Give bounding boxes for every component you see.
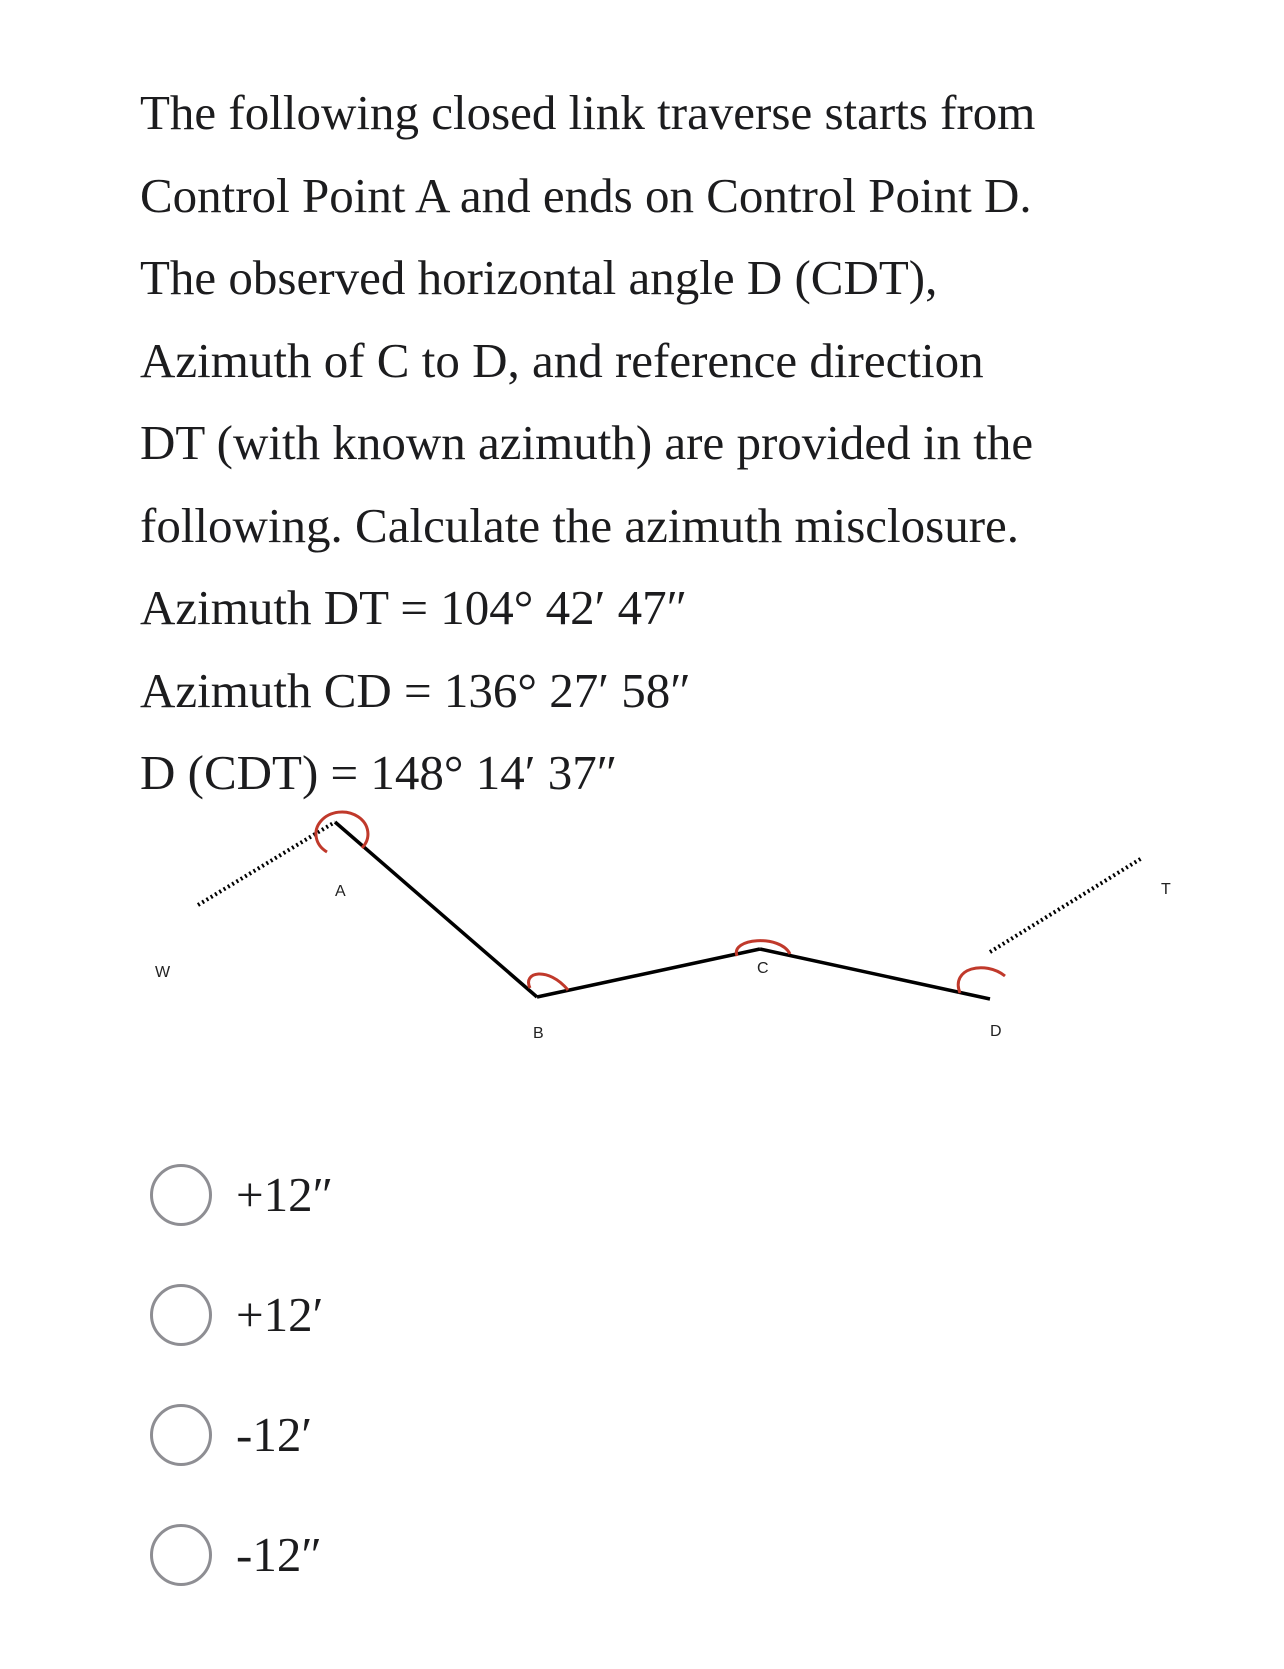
angle-arc-d (958, 968, 1005, 993)
question-line: Control Point A and ends on Control Point D. (140, 167, 1032, 223)
traverse-diagram (0, 800, 1284, 1060)
question-line: The observed horizontal angle D (CDT), (140, 250, 938, 305)
angle-arc-b (529, 974, 568, 990)
point-label-a: A (335, 883, 346, 900)
question-line: following. Calculate the azimuth misclosure. (140, 497, 1020, 553)
reference-line-dt (990, 858, 1142, 952)
traverse-line-cd (760, 949, 990, 999)
question-text (140, 72, 1220, 815)
question-prompt (140, 72, 1220, 567)
given-angle-d: D (CDT) = 148° 14′ 37″ (140, 745, 618, 800)
question-line: DT (with known azimuth) are provided in the (140, 415, 1034, 470)
traverse-line-ab (335, 822, 537, 997)
point-label-t: T (1161, 881, 1171, 898)
answer-option-3[interactable] (150, 1400, 333, 1470)
radio-button[interactable] (150, 1524, 212, 1586)
radio-button[interactable] (150, 1404, 212, 1466)
point-label-c: C (757, 960, 769, 977)
point-label-d: D (990, 1023, 1002, 1040)
radio-button[interactable] (150, 1284, 212, 1346)
question-line: Azimuth of C to D, and reference direction (140, 332, 984, 388)
answer-option-label: +12″ (236, 1167, 334, 1222)
answer-option-label: -12′ (236, 1407, 313, 1462)
answer-option-4[interactable] (150, 1520, 333, 1590)
given-azimuth-cd: Azimuth CD = 136° 27′ 58″ (140, 662, 691, 718)
answer-options (150, 1160, 333, 1640)
answer-option-2[interactable] (150, 1280, 333, 1350)
answer-option-1[interactable] (150, 1160, 333, 1230)
answer-option-label: -12″ (236, 1527, 322, 1582)
answer-option-label: +12′ (236, 1287, 324, 1342)
question-line: The following closed link traverse starts from (140, 85, 1036, 140)
radio-button[interactable] (150, 1164, 212, 1226)
given-azimuth-dt: Azimuth DT = 104° 42′ 47″ (140, 580, 688, 635)
point-label-w: W (155, 964, 171, 981)
point-label-b: B (533, 1025, 544, 1042)
given-values (140, 567, 1220, 815)
traverse-line-bc (537, 949, 760, 997)
